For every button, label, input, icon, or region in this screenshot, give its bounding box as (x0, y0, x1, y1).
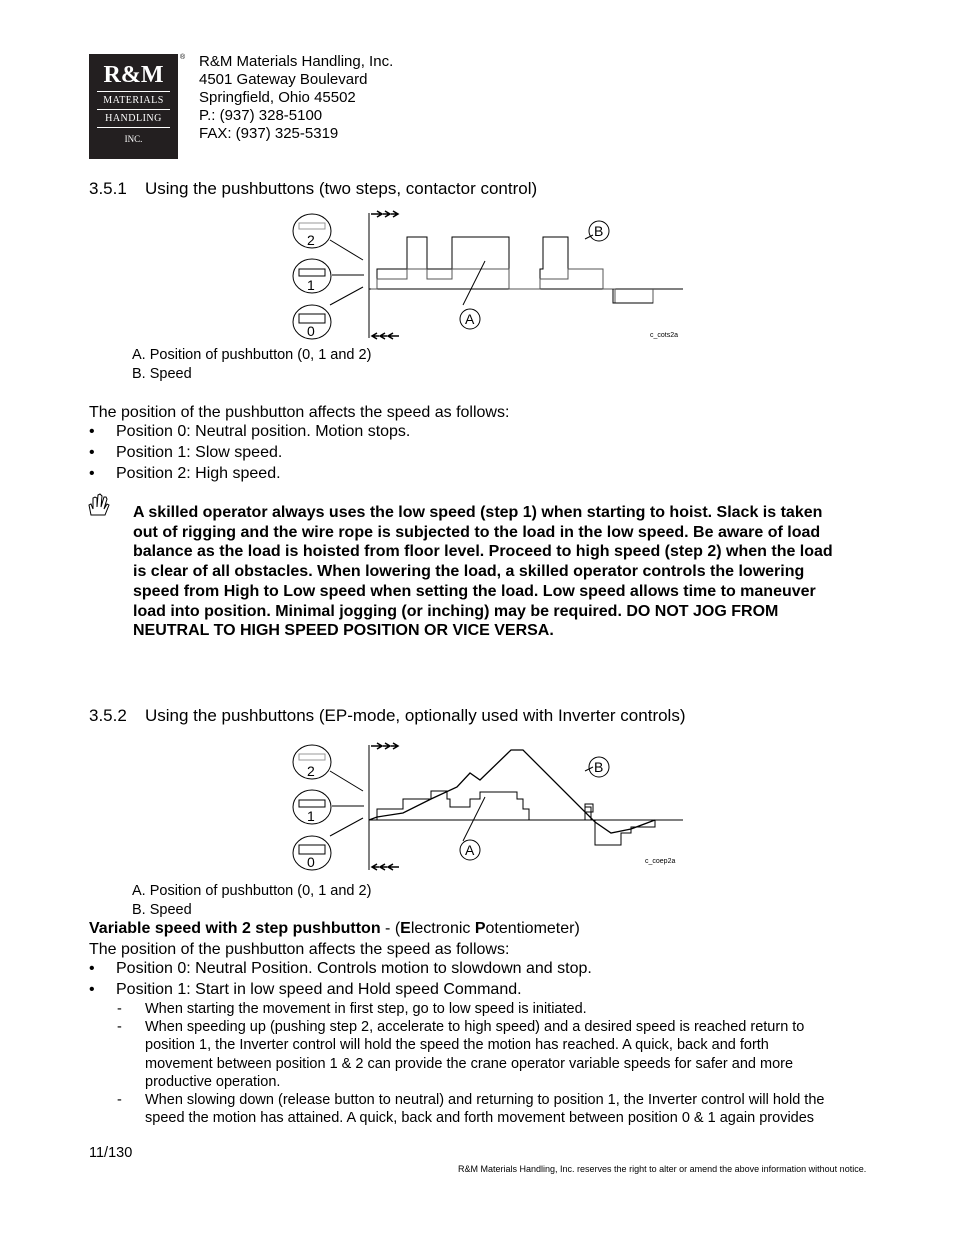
note-line: out of rigging and the wire rope is subjected to the load in the low speed. Be aware of load (133, 523, 821, 541)
section-title: Using the pushbuttons (two steps, contactor control) (145, 179, 538, 198)
logo-inc: INC. (124, 134, 143, 144)
pb-label-0: 0 (307, 323, 315, 339)
section-heading-352 (89, 706, 686, 726)
address-line: 4501 Gateway Boulevard (199, 71, 368, 88)
label-a: A (465, 842, 475, 858)
footer-disclaimer: R&M Materials Handling, Inc. reserves the right to alter or amend the above information without notice. (458, 1164, 867, 1174)
address-line: FAX: (937) 325-5319 (199, 125, 339, 142)
registered-mark: ® (180, 54, 186, 61)
company-address (199, 53, 393, 143)
hand-note-icon (87, 493, 111, 519)
sub-item: - When speeding up (pushing step 2, accelerate to high speed) and a desired speed is reached return to position 1, the Inverter control will hold the speed the motion has reached. A quick, back and forth movement between position 1 & 2 can provide the crane operator variable speeds for safer and more productive operation. (117, 1019, 805, 1090)
note-line: balance as the load is hoisted from floor level. Proceed to high speed (step 2) when the load (133, 543, 833, 561)
note-line: speed from High to Low speed when setting the load. Low speed allows time to maneuver (133, 582, 816, 600)
note-line: A skilled operator always uses the low speed (step 1) when starting to hoist. Slack is taken (133, 504, 823, 521)
safety-note (133, 503, 893, 641)
sub-list (117, 1000, 897, 1127)
section-heading-351 (89, 179, 538, 199)
figure-legend (132, 346, 371, 383)
label-b: B (594, 759, 604, 775)
pb-label-2: 2 (307, 232, 315, 248)
address-line: P.: (937) 328-5100 (199, 107, 323, 124)
label-b: B (594, 223, 604, 239)
section-number: 3.5.1 (89, 179, 127, 198)
label-a: A (465, 311, 475, 327)
legend-item: B. Speed (132, 365, 192, 382)
pb-label-1: 1 (307, 808, 315, 824)
logo-main: R&M (103, 62, 164, 88)
pb-label-0: 0 (307, 854, 315, 870)
note-line: NEUTRAL TO HIGH SPEED POSITION OR VICE VERSA. (133, 622, 554, 640)
sub-item: - When slowing down (release button to neutral) and returning to position 1, the Inverter control will hold the speed the motion has attained. A quick, back and forth movement between position 0 & 1 again provides (117, 1092, 825, 1127)
address-line: R&M Materials Handling, Inc. (199, 53, 394, 70)
sub-item: - When starting the movement in first step, go to low speed is initiated. (117, 1001, 587, 1017)
figure-code: c_coep2a (645, 858, 676, 865)
figure-code: c_cots2a (650, 332, 679, 339)
pb-label-2: 2 (307, 763, 315, 779)
speed-diagram-contactor (285, 205, 695, 345)
note-line: load into position. Minimal jogging (or inching) may be required. DO NOT JOG FROM (133, 602, 779, 620)
address-line: Springfield, Ohio 45502 (199, 89, 356, 106)
variable-speed-heading: Variable speed with 2 step pushbutton - (Electronic Potentiometer) (89, 920, 580, 937)
note-line: is clear of all obstacles. When lowering the load, a skilled operator controls the lowering (133, 563, 805, 581)
section-title: Using the pushbuttons (EP-mode, optionally used with Inverter controls) (145, 706, 686, 725)
section-number: 3.5.2 (89, 706, 127, 725)
logo-line1: MATERIALS (103, 95, 164, 106)
company-logo (89, 54, 178, 159)
figure-legend (132, 882, 371, 919)
speed-diagram-ep-mode (285, 737, 695, 877)
page-number: 11/130 (89, 1145, 133, 1161)
legend-item: A. Position of pushbutton (0, 1 and 2) (132, 347, 372, 363)
intro-text: The position of the pushbutton affects the speed as follows: (89, 404, 510, 421)
legend-item: A. Position of pushbutton (0, 1 and 2) (132, 883, 372, 899)
pb-label-1: 1 (307, 277, 315, 293)
logo-line2: HANDLING (105, 113, 162, 124)
legend-item: B. Speed (132, 901, 192, 918)
intro-text: The position of the pushbutton affects the speed as follows: (89, 941, 510, 958)
